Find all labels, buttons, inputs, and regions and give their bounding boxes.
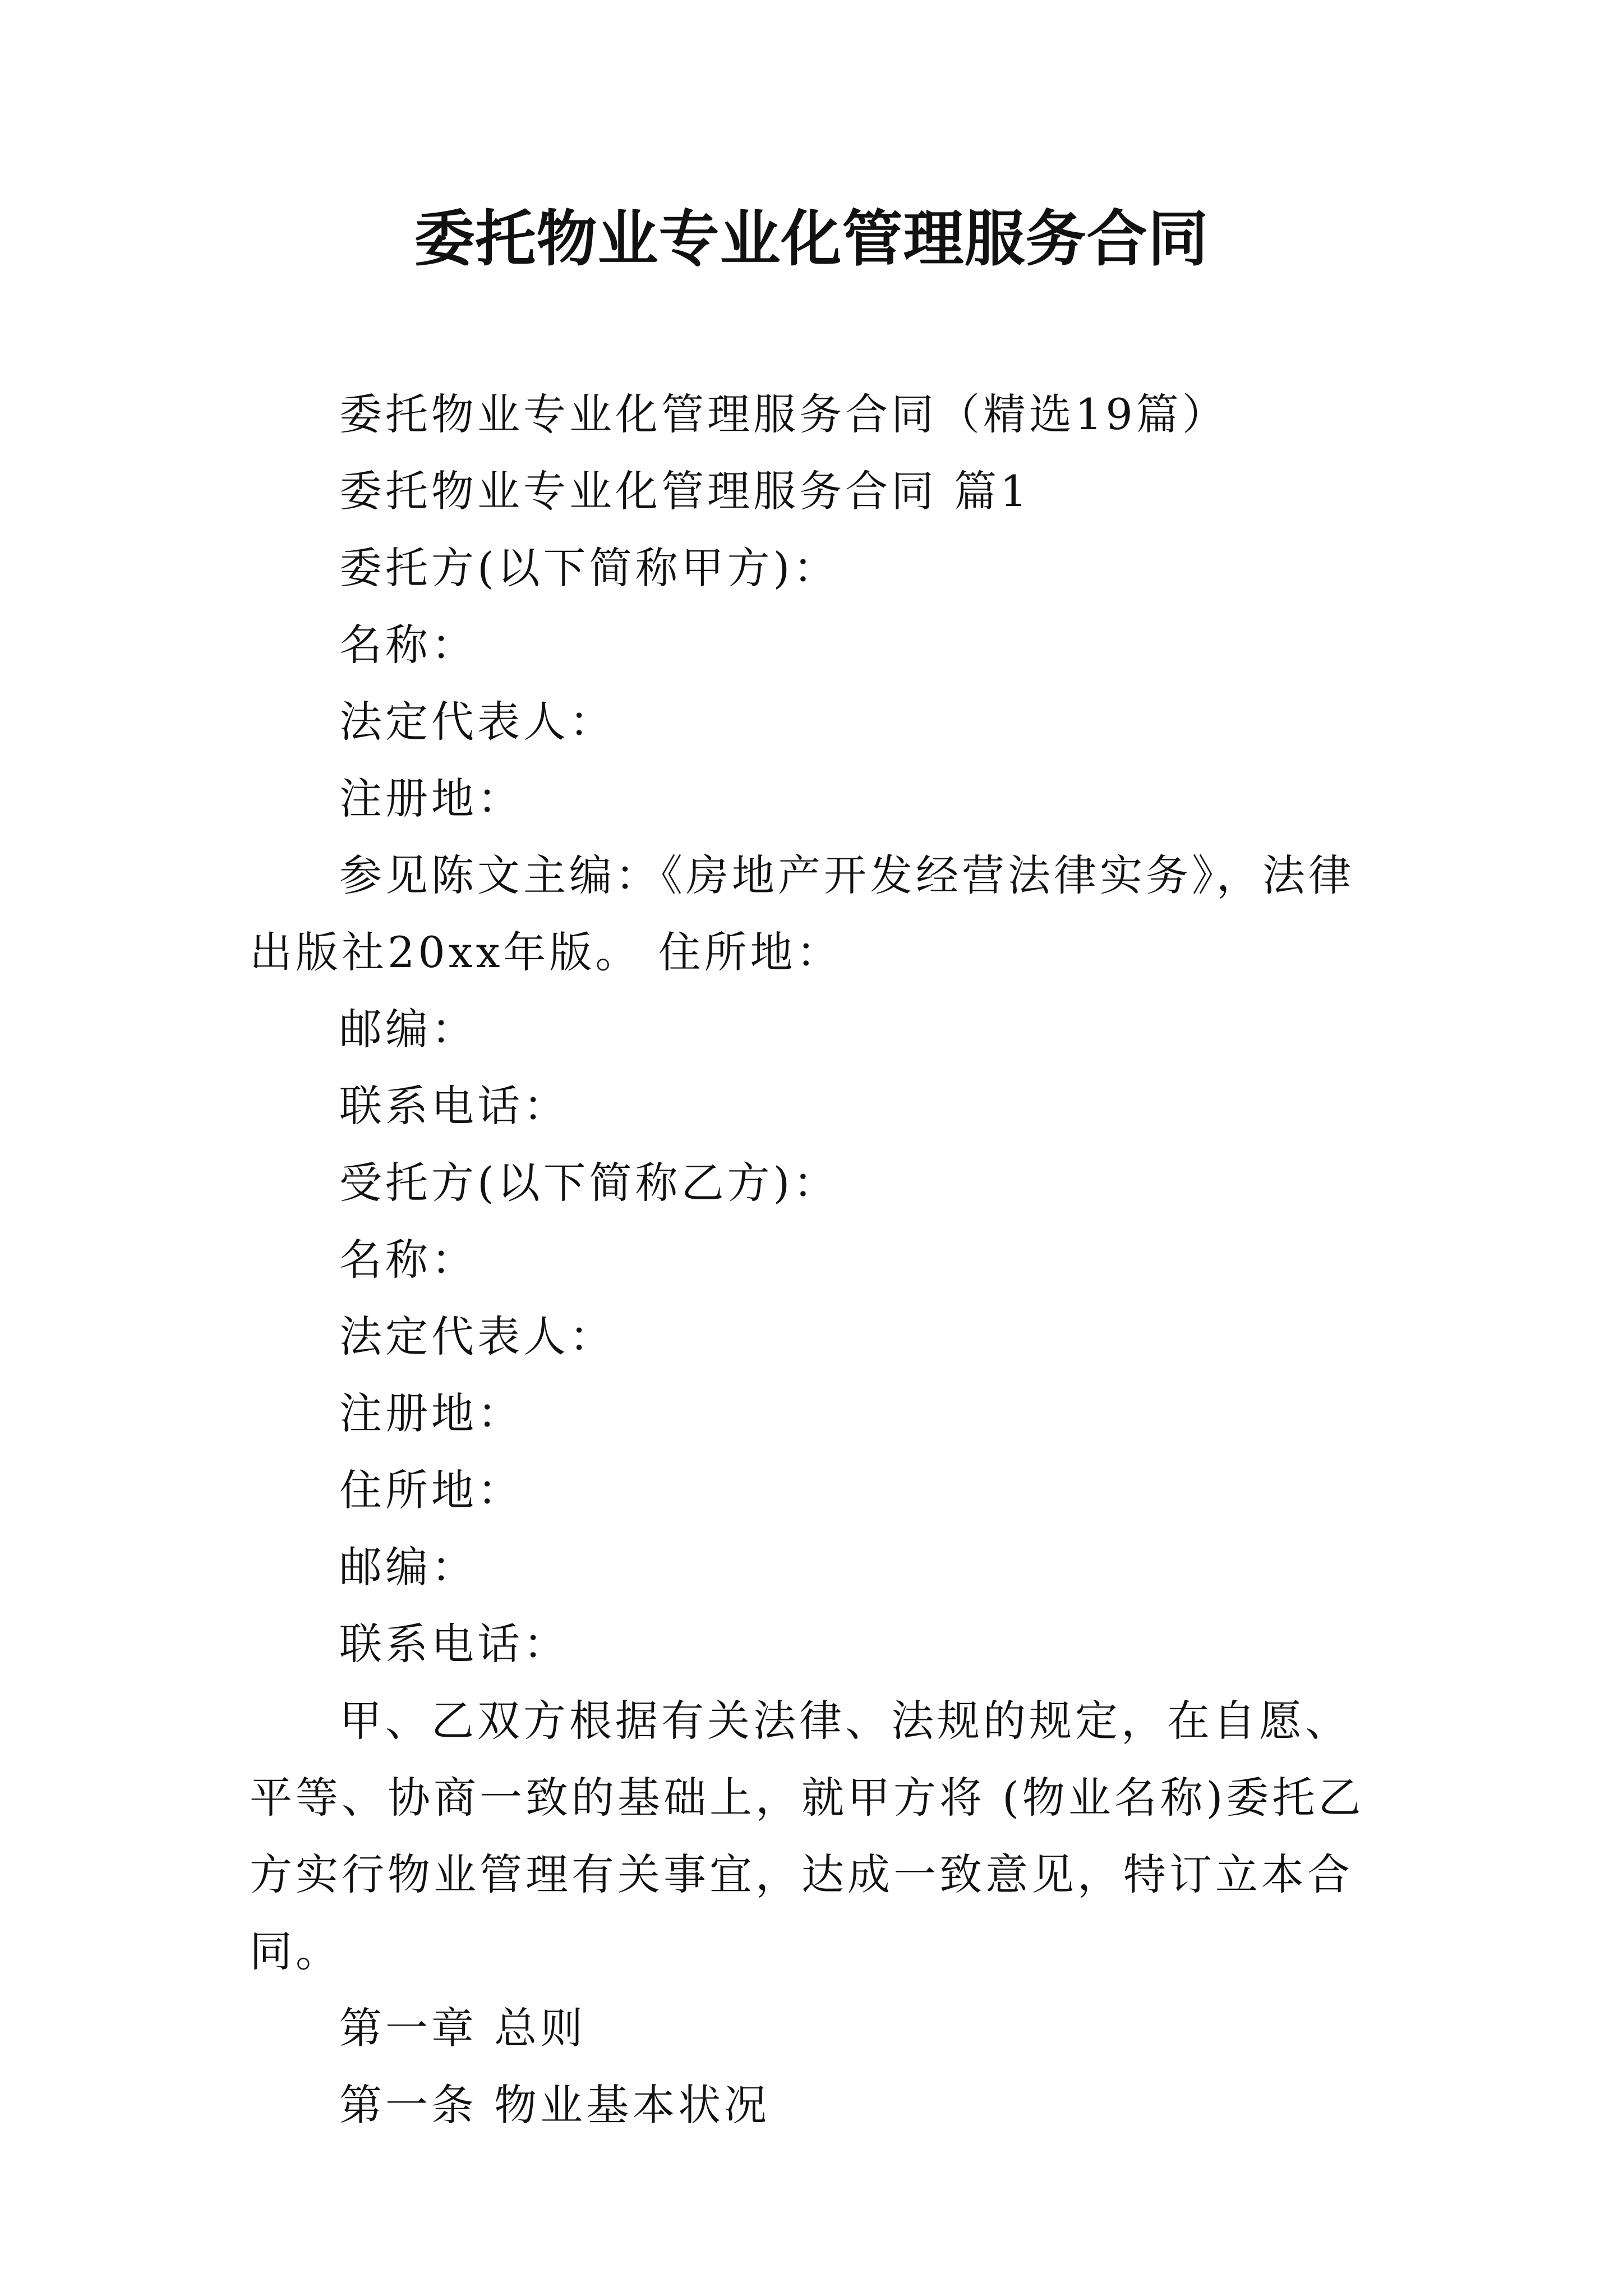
paragraph-party-b-representative: 法定代表人：: [339, 1312, 615, 1361]
paragraph-party-a-phone: 联系电话：: [339, 1081, 569, 1131]
paragraph-chapter-one: 第一章 总则: [339, 2003, 587, 2053]
paragraph-party-b-registered: 注册地：: [339, 1388, 523, 1438]
paragraph-party-a: 委托方(以下简称甲方)：: [339, 543, 840, 593]
paragraph-party-a-representative: 法定代表人：: [339, 697, 615, 747]
paragraph-party-a-postcode: 邮编：: [339, 1004, 477, 1054]
document-title: 委托物业专业化管理服务合同: [414, 204, 1209, 274]
paragraph-party-b: 受托方(以下简称乙方)：: [339, 1158, 840, 1208]
paragraph-party-b-phone: 联系电话：: [339, 1619, 569, 1669]
paragraph-party-b-address: 住所地：: [339, 1465, 523, 1515]
paragraph-party-a-name: 名称：: [339, 620, 477, 670]
paragraph-article-one: 第一条 物业基本状况: [339, 2080, 771, 2130]
paragraph-party-b-postcode: 邮编：: [339, 1542, 477, 1592]
document-body: [250, 376, 1391, 2143]
paragraph-party-a-registered: 注册地：: [339, 774, 523, 823]
paragraph-agreement: 甲、乙双方根据有关法律、法规的规定，在自愿、平等、协商一致的基础上，就甲方将 (物业名称)委托乙方实行物业管理有关事宜，达成一致意见，特订立本合同。: [250, 1696, 1364, 1976]
paragraph-section-heading: 委托物业专业化管理服务合同 篇1: [339, 466, 1031, 516]
paragraph-subtitle: 委托物业专业化管理服务合同（精选19篇）: [339, 389, 1228, 439]
paragraph-party-b-name: 名称：: [339, 1235, 477, 1285]
paragraph-reference-note: 参见陈文主编：《房地产开发经营法律实务》，法律出版社20xx年版。 住所地：: [250, 850, 1354, 977]
